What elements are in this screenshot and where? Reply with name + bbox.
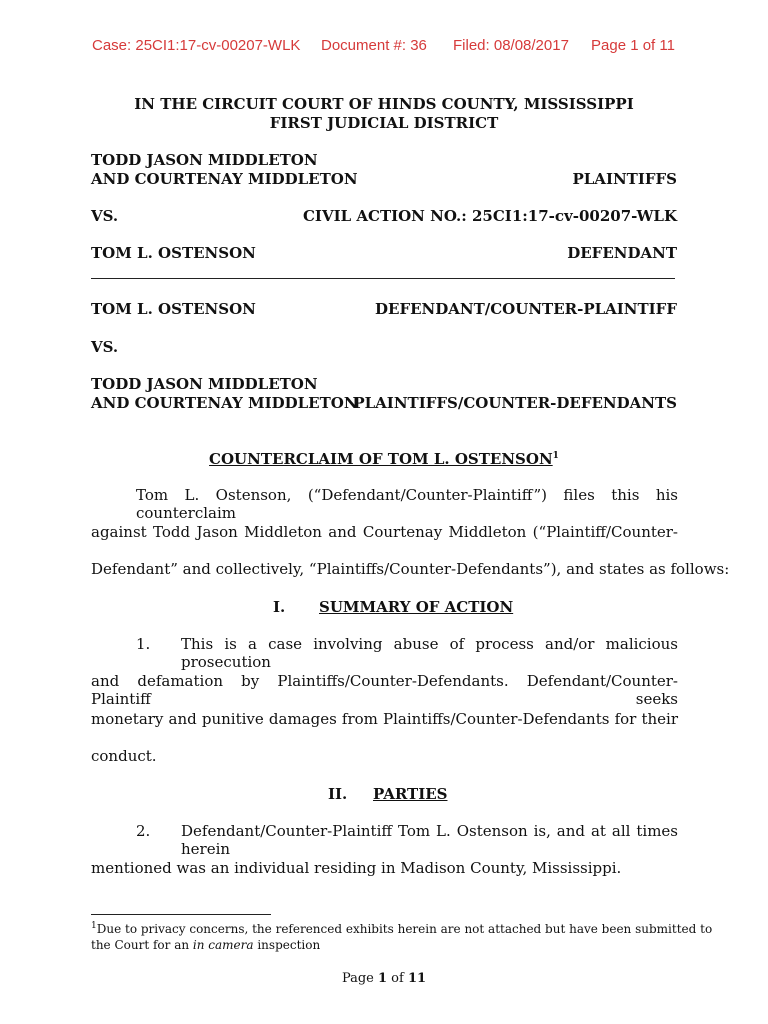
party1-role: PLAINTIFFS bbox=[572, 170, 677, 188]
header-filed: Filed: 08/08/2017 bbox=[453, 37, 569, 54]
para1-line-2: and defamation by Plaintiffs/Counter-Defendants. Defendant/Counter-Plaintiff seeks bbox=[91, 672, 678, 708]
section1-title: SUMMARY OF ACTION bbox=[319, 598, 514, 616]
party1-line2: AND COURTENAY MIDDLETON bbox=[91, 170, 358, 188]
page-footer-of: of bbox=[387, 971, 408, 986]
party1-line1: TODD JASON MIDDLETON bbox=[91, 151, 318, 169]
document-title-text: COUNTERCLAIM OF TOM L. OSTENSON bbox=[209, 450, 553, 468]
footnote-line-1 bbox=[91, 922, 712, 936]
intro-line-3: Defendant” and collectively, “Plaintiffs/Counter-Defendants”), and states as follows: bbox=[91, 560, 730, 578]
footnote-text-2-italic: in camera bbox=[192, 938, 254, 952]
party2-name: TOM L. OSTENSON bbox=[91, 244, 256, 262]
vs-label-2: VS. bbox=[91, 338, 119, 356]
para1-line-4: conduct. bbox=[91, 747, 157, 765]
party2-role: DEFENDANT bbox=[567, 244, 677, 262]
intro-line-1: Tom L. Ostenson, (“Defendant/Counter-Plaintiff”) files this his counterclaim bbox=[136, 486, 678, 522]
court-district: FIRST JUDICIAL DISTRICT bbox=[269, 114, 499, 132]
page-footer-prefix: Page bbox=[341, 971, 378, 986]
header-document: Document #: 36 bbox=[321, 37, 427, 54]
vs-label: VS. bbox=[91, 207, 119, 225]
page-footer-current: 1 bbox=[378, 971, 388, 986]
caption-divider bbox=[91, 278, 675, 279]
para1-number: 1. bbox=[136, 635, 151, 653]
party4-line1: TODD JASON MIDDLETON bbox=[91, 375, 318, 393]
party3-name: TOM L. OSTENSON bbox=[91, 300, 256, 318]
section1-number: I. bbox=[273, 598, 286, 616]
document-title bbox=[0, 450, 768, 468]
para1-line-3: monetary and punitive damages from Plaintiffs/Counter-Defendants for their bbox=[91, 710, 678, 728]
footnote-line-2 bbox=[91, 938, 320, 952]
footnote-text-2b: inspection bbox=[253, 938, 321, 952]
para2-line-1: Defendant/Counter-Plaintiff Tom L. Ostenson is, and at all times herein bbox=[181, 822, 678, 858]
para1-line-1: This is a case involving abuse of process and/or malicious prosecution bbox=[181, 635, 678, 671]
page-footer bbox=[0, 971, 768, 986]
civil-action-number: CIVIL ACTION NO.: 25CI1:17-cv-00207-WLK bbox=[302, 207, 677, 225]
court-name: IN THE CIRCUIT COURT OF HINDS COUNTY, MISSISSIPPI bbox=[134, 95, 634, 113]
party4-line2: AND COURTENAY MIDDLETON bbox=[91, 394, 358, 412]
section2-number: II. bbox=[328, 785, 348, 803]
header-page: Page 1 of 11 bbox=[591, 37, 675, 54]
footnote-text-2a: the Court for an bbox=[91, 938, 193, 952]
party4-role: PLAINTIFFS/COUNTER-DEFENDANTS bbox=[353, 394, 677, 412]
title-footnote-mark[interactable]: 1 bbox=[552, 451, 559, 461]
header-case: Case: 25CI1:17-cv-00207-WLK bbox=[92, 37, 301, 54]
footnote-divider bbox=[91, 914, 271, 915]
footnote-text-1: Due to privacy concerns, the referenced exhibits herein are not attached but have been submitted to bbox=[96, 922, 713, 936]
para2-line-2: mentioned was an individual residing in Madison County, Mississippi. bbox=[91, 859, 622, 877]
section2-title: PARTIES bbox=[373, 785, 448, 803]
para2-number: 2. bbox=[136, 822, 151, 840]
party3-role: DEFENDANT/COUNTER-PLAINTIFF bbox=[375, 300, 677, 318]
footnote-mark: 1 bbox=[91, 921, 97, 931]
page-footer-total: 11 bbox=[407, 971, 427, 986]
intro-line-2: against Todd Jason Middleton and Courtenay Middleton (“Plaintiff/Counter- bbox=[91, 523, 678, 541]
